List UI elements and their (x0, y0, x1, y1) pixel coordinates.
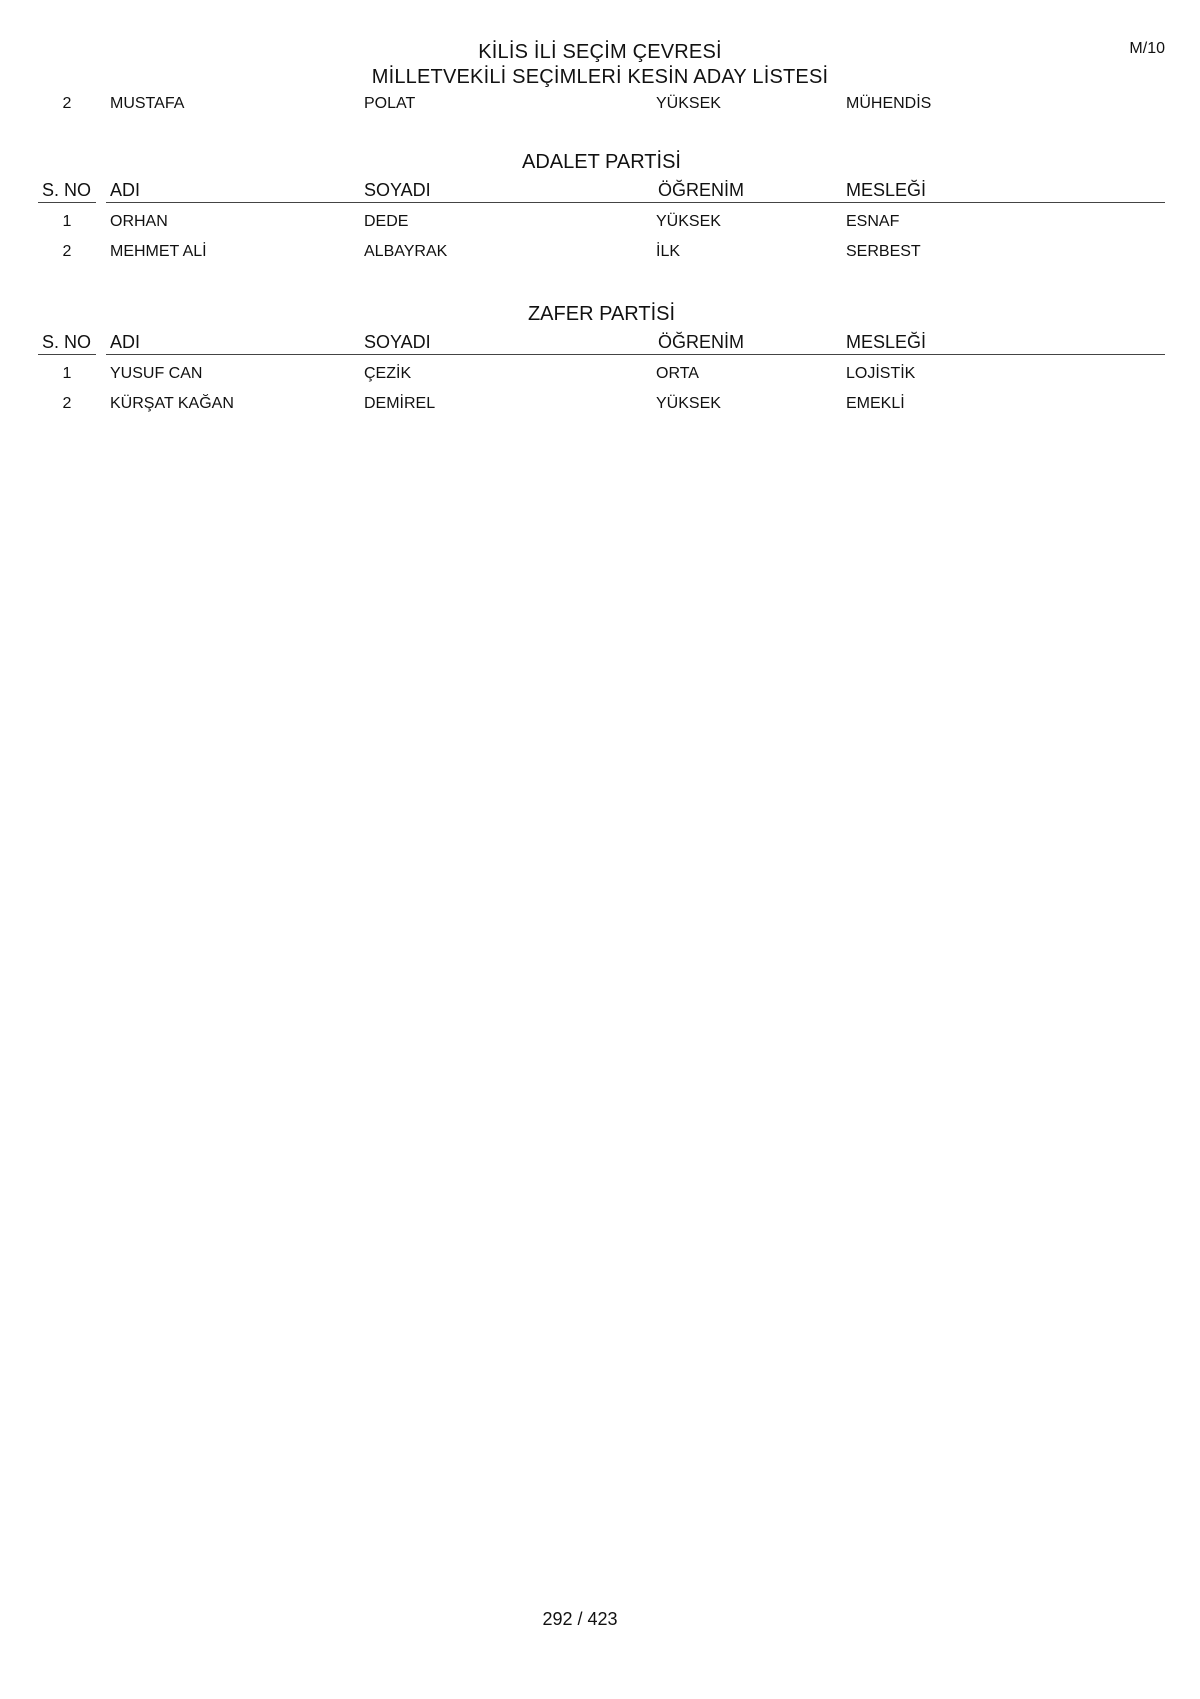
cell-meslek: LOJİSTİK (846, 365, 916, 382)
header-no: S. NO (38, 330, 96, 355)
document-title (0, 40, 1200, 90)
party-section-zafer (38, 298, 1165, 418)
header-soyadi: SOYADI (360, 330, 654, 355)
header-meslek: MESLEĞİ (842, 178, 1165, 203)
cell-meslek: MÜHENDİS (846, 95, 932, 112)
header-adi: ADI (106, 178, 360, 203)
table-row (38, 236, 1165, 266)
document-code: M/10 (1129, 40, 1165, 57)
cell-adi: MEHMET ALİ (110, 243, 207, 260)
cell-ogrenim: ORTA (656, 365, 699, 382)
header-soyadi: SOYADI (360, 178, 654, 203)
page-number: 292 / 423 (542, 1609, 618, 1629)
table-row (38, 358, 1165, 388)
cell-adi: KÜRŞAT KAĞAN (110, 395, 234, 412)
table-row (38, 206, 1165, 236)
carry-over-row (38, 94, 1165, 116)
header-ogrenim: ÖĞRENİM (652, 330, 842, 355)
cell-meslek: SERBEST (846, 243, 921, 260)
cell-soyadi: DEMİREL (364, 395, 436, 412)
cell-meslek: ESNAF (846, 213, 900, 230)
cell-adi: MUSTAFA (110, 95, 185, 112)
party-title: ZAFER PARTİSİ (527, 303, 676, 325)
header-meslek: MESLEĞİ (842, 330, 1165, 355)
table-header (38, 178, 1165, 206)
cell-no: 2 (62, 243, 72, 260)
table-row (38, 388, 1165, 418)
cell-no: 2 (62, 395, 72, 412)
cell-soyadi: ÇEZİK (364, 365, 412, 382)
cell-no: 1 (62, 365, 72, 382)
cell-adi: ORHAN (110, 213, 168, 230)
header-no: S. NO (38, 178, 96, 203)
party-title: ADALET PARTİSİ (522, 151, 681, 173)
cell-ogrenim: YÜKSEK (656, 395, 721, 412)
cell-adi: YUSUF CAN (110, 365, 203, 382)
table-header (38, 330, 1165, 358)
cell-no: 1 (62, 213, 72, 230)
party-section-adalet (38, 146, 1165, 266)
cell-soyadi: POLAT (364, 95, 416, 112)
cell-no: 2 (62, 95, 72, 112)
title-line-2: MİLLETVEKİLİ SEÇİMLERİ KESİN ADAY LİSTESİ (371, 66, 829, 88)
cell-soyadi: DEDE (364, 213, 409, 230)
header-adi: ADI (106, 330, 360, 355)
cell-meslek: EMEKLİ (846, 395, 905, 412)
title-line-1: KİLİS İLİ SEÇİM ÇEVRESİ (478, 41, 722, 63)
cell-ogrenim: İLK (656, 243, 681, 260)
header-ogrenim: ÖĞRENİM (652, 178, 842, 203)
cell-ogrenim: YÜKSEK (656, 213, 721, 230)
cell-soyadi: ALBAYRAK (364, 243, 448, 260)
cell-ogrenim: YÜKSEK (656, 95, 721, 112)
